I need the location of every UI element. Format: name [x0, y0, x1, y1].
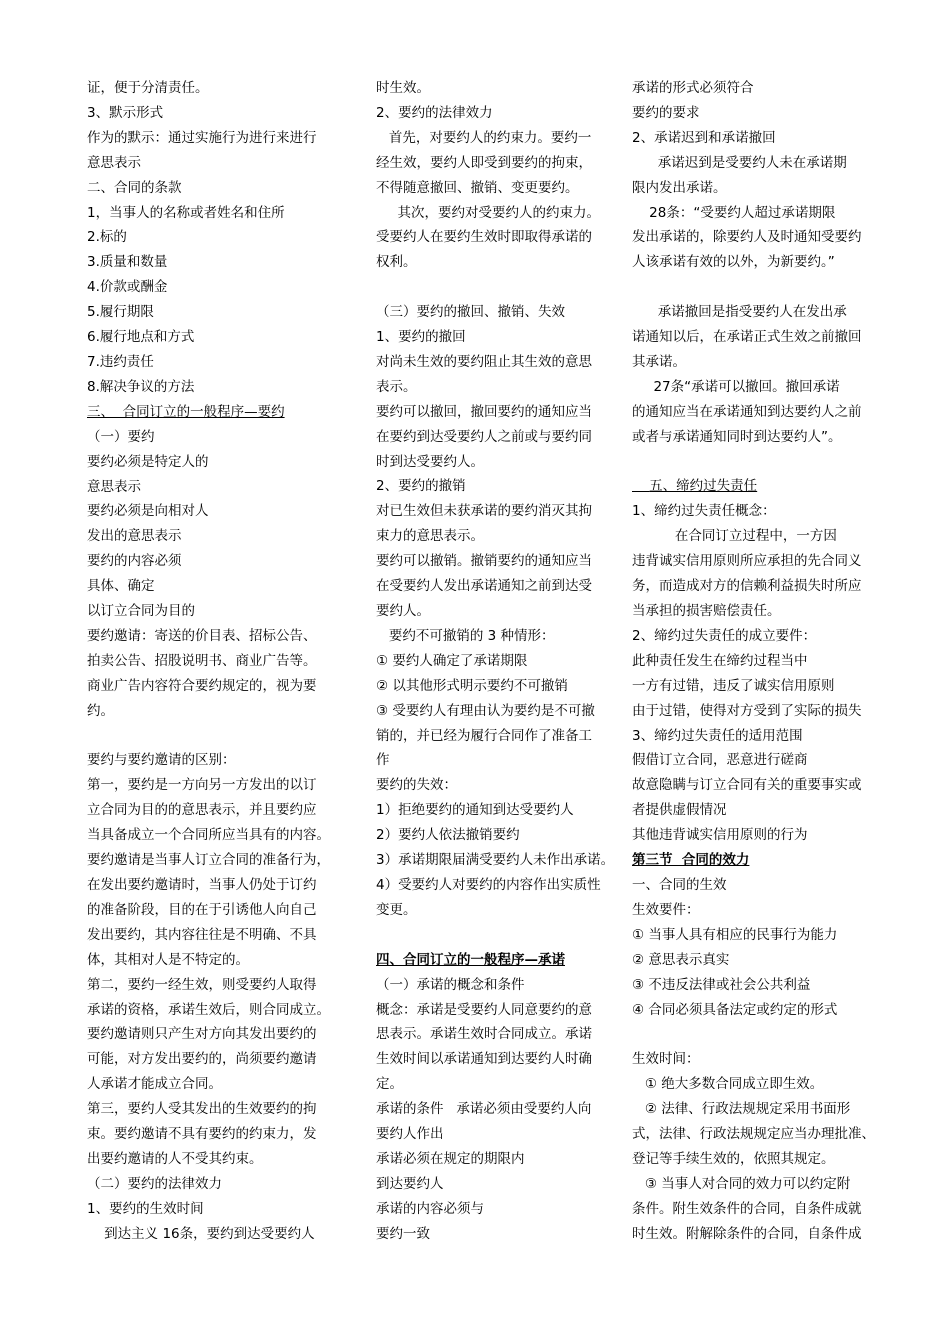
text-line: 束力的意思表示。 — [376, 528, 484, 545]
text-line: 此种责任发生在缔约过程当中 — [632, 652, 808, 669]
text-line: 到达主义 16条，要约到达受要约人 — [87, 1225, 315, 1242]
text-line: ② 以其他形式明示要约不可撤销 — [376, 677, 568, 694]
text-line: 要约可以撤回，撤回要约的通知应当 — [376, 403, 592, 420]
text-column-1 — [87, 76, 352, 1247]
text-column-2 — [376, 76, 620, 1247]
text-line: 1，当事人的名称或者姓名和住所 — [87, 204, 285, 221]
text-line: 要约不可撤销的 3 种情形： — [376, 627, 555, 644]
text-line: 限内发出承诺。 — [632, 179, 727, 196]
text-line: 证，便于分清责任。 — [87, 80, 209, 96]
text-line: ① 绝大多数合同成立即生效。 — [632, 1076, 824, 1093]
text-line: 3、缔约过失责任的适用范围 — [632, 727, 803, 744]
text-line: 权利。 — [376, 254, 417, 271]
section-heading: 五、缔约过失责任 — [632, 478, 758, 495]
text-line: 时到达受要约人。 — [376, 453, 484, 470]
text-line: 2.标的 — [87, 229, 127, 246]
text-line: 的准备阶段，目的在于引诱他人向自己 — [87, 901, 317, 918]
text-line: 其次，要约对受要约人的约束力。 — [376, 204, 600, 221]
text-line: 承诺迟到是受要约人未在承诺期 — [632, 154, 847, 171]
text-line: 3）承诺期限届满受要约人未作出承诺。 — [376, 852, 615, 869]
section-heading: 三、 合同订立的一般程序—要约 — [87, 403, 285, 420]
text-line: （一）承诺的概念和条件 — [376, 976, 525, 993]
text-line: 出要约邀请的人不受其约束。 — [87, 1150, 263, 1167]
text-line: 要约邀请：寄送的价目表、招标公告、 — [87, 627, 317, 644]
text-line: 3、默示形式 — [87, 104, 164, 121]
text-line: 第三，要约人受其发出的生效要约的拘 — [87, 1101, 317, 1118]
text-line: 7.违约责任 — [87, 353, 154, 370]
text-line: 承诺撤回是指受要约人在发出承 — [632, 304, 847, 321]
text-line: 体，其相对人是不特定的。 — [87, 951, 249, 968]
text-line: 定。 — [376, 1076, 403, 1093]
text-line: 受要约人在要约生效时即取得承诺的 — [376, 229, 592, 246]
text-line: 第二，要约一经生效，则受要约人取得 — [87, 976, 317, 993]
text-line: 束。要约邀请不具有要约的约束力，发 — [87, 1126, 317, 1143]
text-line: 生效时间以承诺通知到达要约人时确 — [376, 1051, 592, 1068]
text-line: ② 意思表示真实 — [632, 951, 730, 968]
text-line: 务，而造成对方的信赖利益损失时所应 — [632, 578, 862, 595]
text-line: 在发出要约邀请时，当事人仍处于订约 — [87, 876, 317, 893]
text-line: 28条：“受要约人超过承诺期限 — [632, 204, 836, 221]
text-line: 拍卖公告、招股说明书、商业广告等。 — [87, 652, 317, 669]
text-line: 一、合同的生效 — [632, 876, 727, 893]
text-line: 要约必须是向相对人 — [87, 503, 209, 520]
text-line: 要约的要求 — [632, 104, 700, 121]
section-heading: 四、合同订立的一般程序—承诺 — [376, 951, 565, 968]
text-line: 2、要约的法律效力 — [376, 104, 493, 121]
text-line: 可能，对方发出要约的，尚须要约邀请 — [87, 1051, 317, 1068]
text-line: 8.解决争议的方法 — [87, 378, 195, 395]
text-line: 者提供虚假情况 — [632, 802, 727, 819]
section-heading: 第三节 合同的效力 — [632, 852, 750, 869]
text-line: 不得随意撤回、撤销、变更要约。 — [376, 179, 579, 196]
text-line: 3.质量和数量 — [87, 254, 168, 271]
text-line: 概念：承诺是受要约人同意要约的意 — [376, 1001, 592, 1018]
text-line: 对已生效但未获承诺的要约消灭其拘 — [376, 503, 592, 520]
text-line: 约。 — [87, 702, 114, 719]
text-line: 要约一致 — [376, 1225, 430, 1242]
text-line: 发出要约，其内容往往是不明确、不具 — [87, 926, 317, 943]
text-line: （二）要约的法律效力 — [87, 1175, 222, 1192]
text-line: 2、承诺迟到和承诺撤回 — [632, 129, 776, 146]
text-line: 当承担的损害赔偿责任。 — [632, 603, 781, 619]
text-line: 人该承诺有效的以外，为新要约。” — [632, 254, 835, 271]
text-line: 由于过错，使得对方受到了实际的损失 — [632, 702, 862, 719]
text-line: 生效时间： — [632, 1051, 700, 1068]
text-line: 经生效，要约人即受到要约的拘束， — [376, 154, 592, 171]
text-line: 变更。 — [376, 901, 417, 918]
text-line: 其承诺。 — [632, 353, 686, 370]
text-line: 诺通知以后，在承诺正式生效之前撤回 — [632, 329, 862, 346]
text-line: 人承诺才能成立合同。 — [87, 1076, 222, 1093]
text-line: 当具备成立一个合同所应当具有的内容。 — [87, 827, 330, 844]
text-line: 承诺的资格，承诺生效后，则合同成立。 — [87, 1001, 330, 1018]
text-line: ④ 合同必须具备法定或约定的形式 — [632, 1001, 838, 1018]
text-line: 时生效。附解除条件的合同，自条件成 — [632, 1225, 862, 1242]
text-line: 到达要约人 — [376, 1175, 444, 1192]
text-line: 要约邀请则只产生对方向其发出要约的 — [87, 1026, 317, 1043]
text-line: 2、要约的撤销 — [376, 478, 466, 495]
text-line — [632, 1022, 884, 1047]
text-line: 2）要约人依法撤销要约 — [376, 827, 520, 844]
text-line: 条件。附生效条件的合同，自条件成就 — [632, 1200, 862, 1217]
text-line: 4）受要约人对要约的内容作出实质性 — [376, 876, 601, 893]
text-line: 要约与要约邀请的区别： — [87, 752, 236, 769]
text-line: 违背诚实信用原则所应承担的先合同义 — [632, 553, 862, 570]
text-line: 要约的失效： — [376, 777, 457, 794]
text-line: 具体、确定 — [87, 578, 155, 595]
text-line: 1）拒绝要约的通知到达受要约人 — [376, 802, 574, 819]
text-line: 承诺的条件 承诺必须由受要约人向 — [376, 1101, 592, 1118]
text-line: 要约邀请是当事人订立合同的准备行为， — [87, 852, 330, 869]
text-line: 27条“承诺可以撤回。撤回承诺 — [632, 378, 840, 395]
text-line — [632, 275, 884, 300]
text-line: 登记等手续生效的，依照其规定。 — [632, 1150, 835, 1167]
text-line — [632, 450, 884, 475]
text-line: 假借订立合同，恶意进行磋商 — [632, 752, 808, 769]
text-line: ③ 受要约人有理由认为要约是不可撤 — [376, 702, 595, 719]
text-line: 的通知应当在承诺通知到达要约人之前 — [632, 403, 862, 420]
text-line: 承诺的形式必须符合 — [632, 80, 754, 96]
text-line: 二、合同的条款 — [87, 179, 182, 196]
text-line: 承诺必须在规定的期限内 — [376, 1150, 525, 1167]
text-line: （三）要约的撤回、撤销、失效 — [376, 304, 565, 321]
text-line: 式，法律、行政法规规定应当办理批准、 — [632, 1126, 875, 1143]
text-line: 要约人作出 — [376, 1126, 444, 1143]
text-line: 要约人。 — [376, 603, 430, 620]
text-line: 立合同为目的的意思表示，并且要约应 — [87, 802, 317, 819]
text-line: ① 要约人确定了承诺期限 — [376, 652, 528, 669]
text-line: 时生效。 — [376, 80, 430, 96]
text-line: 第一，要约是一方向另一方发出的以订 — [87, 777, 317, 794]
text-line: 要约必须是特定人的 — [87, 453, 209, 470]
text-line: 商业广告内容符合要约规定的，视为要 — [87, 677, 317, 694]
text-line: 生效要件： — [632, 901, 700, 918]
text-line: 1、缔约过失责任概念： — [632, 503, 776, 520]
text-line: 2、缔约过失责任的成立要件： — [632, 627, 817, 644]
text-line: 发出承诺的，除要约人及时通知受要约 — [632, 229, 862, 246]
text-line: ② 法律、行政法规规定采用书面形 — [632, 1101, 851, 1118]
text-line: 意思表示 — [87, 154, 141, 171]
text-line: 在合同订立过程中，一方因 — [632, 528, 837, 545]
text-line: （一）要约 — [87, 428, 155, 445]
text-line: 发出的意思表示 — [87, 528, 182, 545]
text-line: ① 当事人具有相应的民事行为能力 — [632, 926, 838, 943]
text-line: 思表示。承诺生效时合同成立。承诺 — [376, 1026, 592, 1043]
text-line: 要约可以撤销。撤销要约的通知应当 — [376, 553, 592, 570]
text-line: 作 — [376, 752, 390, 769]
text-line: 1、要约的撤回 — [376, 329, 466, 346]
text-line: 承诺的内容必须与 — [376, 1200, 484, 1217]
text-line: ③ 当事人对合同的效力可以约定附 — [632, 1175, 851, 1192]
text-line — [87, 724, 352, 749]
text-line: 意思表示 — [87, 478, 141, 495]
text-line: 对尚未生效的要约阻止其生效的意思 — [376, 353, 592, 370]
text-line: 表示。 — [376, 378, 417, 395]
text-line: 6.履行地点和方式 — [87, 329, 195, 346]
text-line: 销的，并已经为履行合同作了准备工 — [376, 727, 592, 744]
text-line: 5.履行期限 — [87, 304, 154, 321]
text-line — [376, 275, 620, 300]
text-line: 首先，对要约人的约束力。要约一 — [376, 129, 592, 146]
text-line: 其他违背诚实信用原则的行为 — [632, 827, 808, 844]
text-line: 以订立合同为目的 — [87, 603, 195, 620]
text-line: 作为的默示：通过实施行为进行来进行 — [87, 129, 317, 146]
text-line: 1、要约的生效时间 — [87, 1200, 204, 1217]
text-line: 故意隐瞒与订立合同有关的重要事实或 — [632, 777, 862, 794]
text-line: 要约的内容必须 — [87, 553, 182, 570]
text-line: 或者与承诺通知同时到达要约人”。 — [632, 428, 842, 445]
text-line: 一方有过错，违反了诚实信用原则 — [632, 677, 835, 694]
text-column-3 — [632, 76, 884, 1247]
text-line — [376, 923, 620, 948]
text-line: 4.价款或酬金 — [87, 279, 168, 296]
text-line: 在受要约人发出承诺通知之前到达受 — [376, 578, 592, 595]
text-line: 在要约到达受要约人之前或与要约同 — [376, 428, 592, 445]
text-line: ③ 不违反法律或社会公共利益 — [632, 976, 811, 993]
